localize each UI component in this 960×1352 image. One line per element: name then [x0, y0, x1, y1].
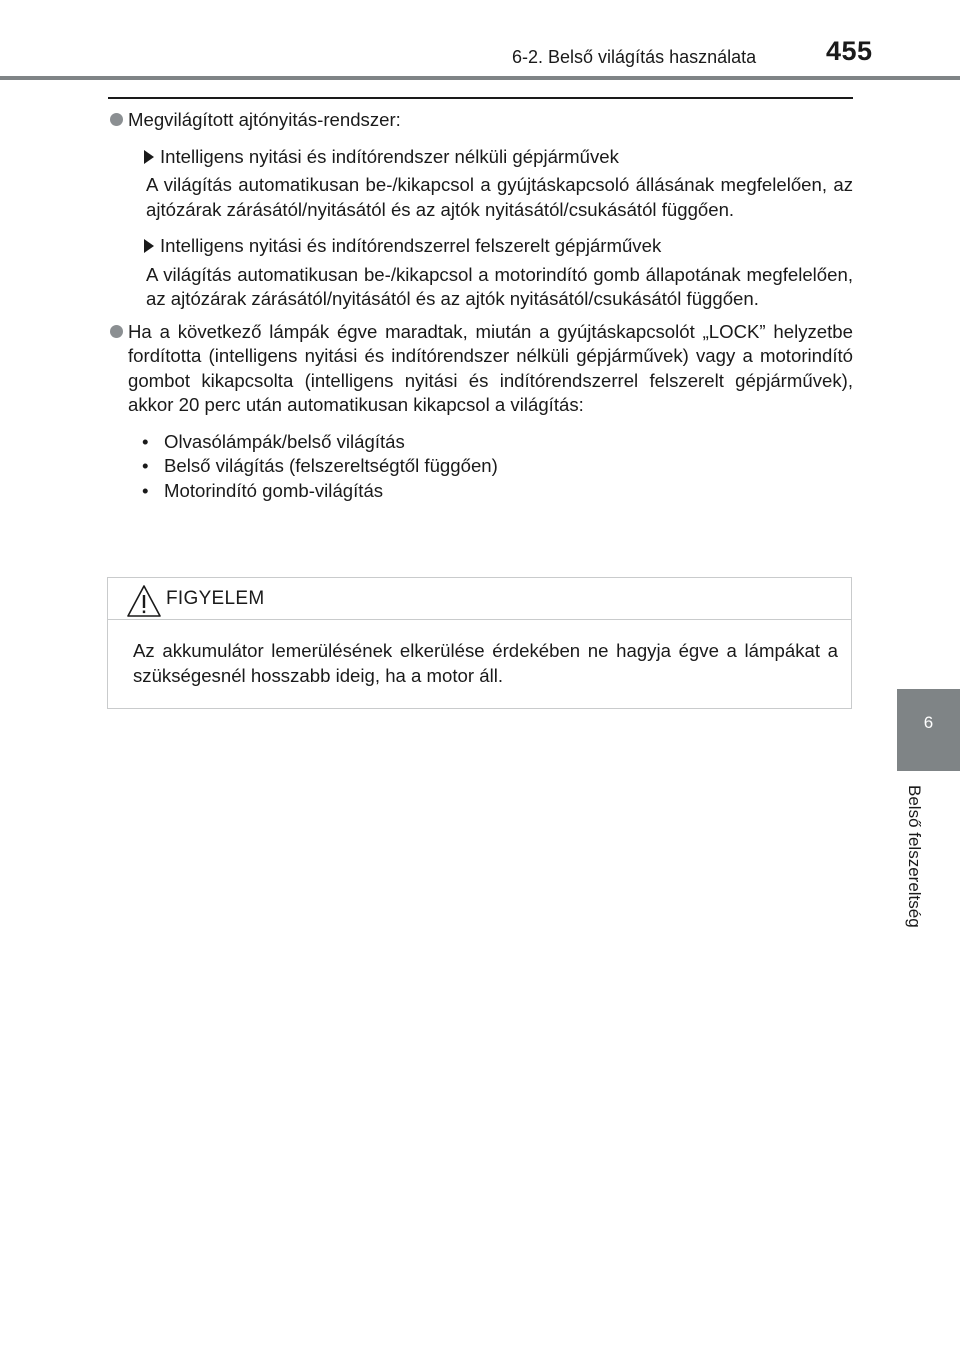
warning-triangle-icon	[126, 584, 162, 618]
paragraph: A világítás automatikusan be-/kikapcsol a gyújtáskapcsoló állásának megfelelően, az ajtózárak zárásától/nyitásától és az ajtók nyitásától/csukásától függően.	[146, 174, 853, 220]
chapter-number: 6	[923, 713, 934, 732]
bullet-text: Ha a következő lámpák égve maradtak, miután a gyújtáskapcsolót „LOCK” helyzetbe fordította (intelligens nyitási és indítórendszer nélküli gépjárművek) vagy a motorindító gombot kikapcsolta (intelligens nyitási és indítórendszerrel felszerelt gépjárművek), akkor 20 perc után automatikusan kikapcsol a világítás:	[128, 320, 853, 415]
sub-heading-without-smart-entry	[142, 145, 853, 170]
section-title: 6-2. Belső világítás használata	[512, 47, 757, 67]
bullet-text: Megvilágított ajtónyitás-rendszer:	[128, 109, 401, 130]
sub-heading-with-smart-entry	[142, 234, 853, 259]
content-area	[128, 108, 853, 503]
chapter-tab	[897, 689, 960, 771]
lamp-list	[142, 430, 853, 504]
header-bar	[0, 76, 960, 80]
page-number: 455	[826, 36, 873, 66]
bullet-dot-icon	[110, 325, 123, 338]
sub-heading-text: Intelligens nyitási és indítórendszer nélküli gépjárművek	[160, 145, 619, 167]
warning-title: FIGYELEM	[166, 588, 265, 609]
chapter-label	[904, 785, 928, 945]
warning-header	[108, 578, 851, 620]
bullet-dot-icon	[110, 113, 123, 126]
paragraph: A világítás automatikusan be-/kikapcsol a motorindító gomb állapotának megfelelően, az ajtózárak zárásától/nyitásától és az ajtók nyitásától/csukásától függően.	[146, 263, 853, 309]
top-rule	[108, 97, 853, 99]
triangle-arrow-icon	[144, 150, 154, 164]
warning-box	[107, 577, 852, 709]
triangle-arrow-icon	[144, 239, 154, 253]
list-item: • Motorindító gomb-világítás	[142, 479, 384, 501]
bullet-item-auto-off	[110, 320, 853, 418]
list-item: • Olvasólámpák/belső világítás	[142, 430, 405, 452]
list-item: • Belső világítás (felszereltségtől függően)	[142, 455, 498, 476]
bullet-item-lighting-system	[110, 108, 853, 133]
warning-text: Az akkumulátor lemerülésének elkerülése érdekében ne hagyja égve a lámpákat a szükségesnél hosszabb ideig, ha a motor áll.	[133, 640, 838, 686]
chapter-label-text: Belső felszereltség	[905, 785, 924, 928]
sub-heading-text: Intelligens nyitási és indítórendszerrel felszerelt gépjárművek	[160, 235, 662, 256]
